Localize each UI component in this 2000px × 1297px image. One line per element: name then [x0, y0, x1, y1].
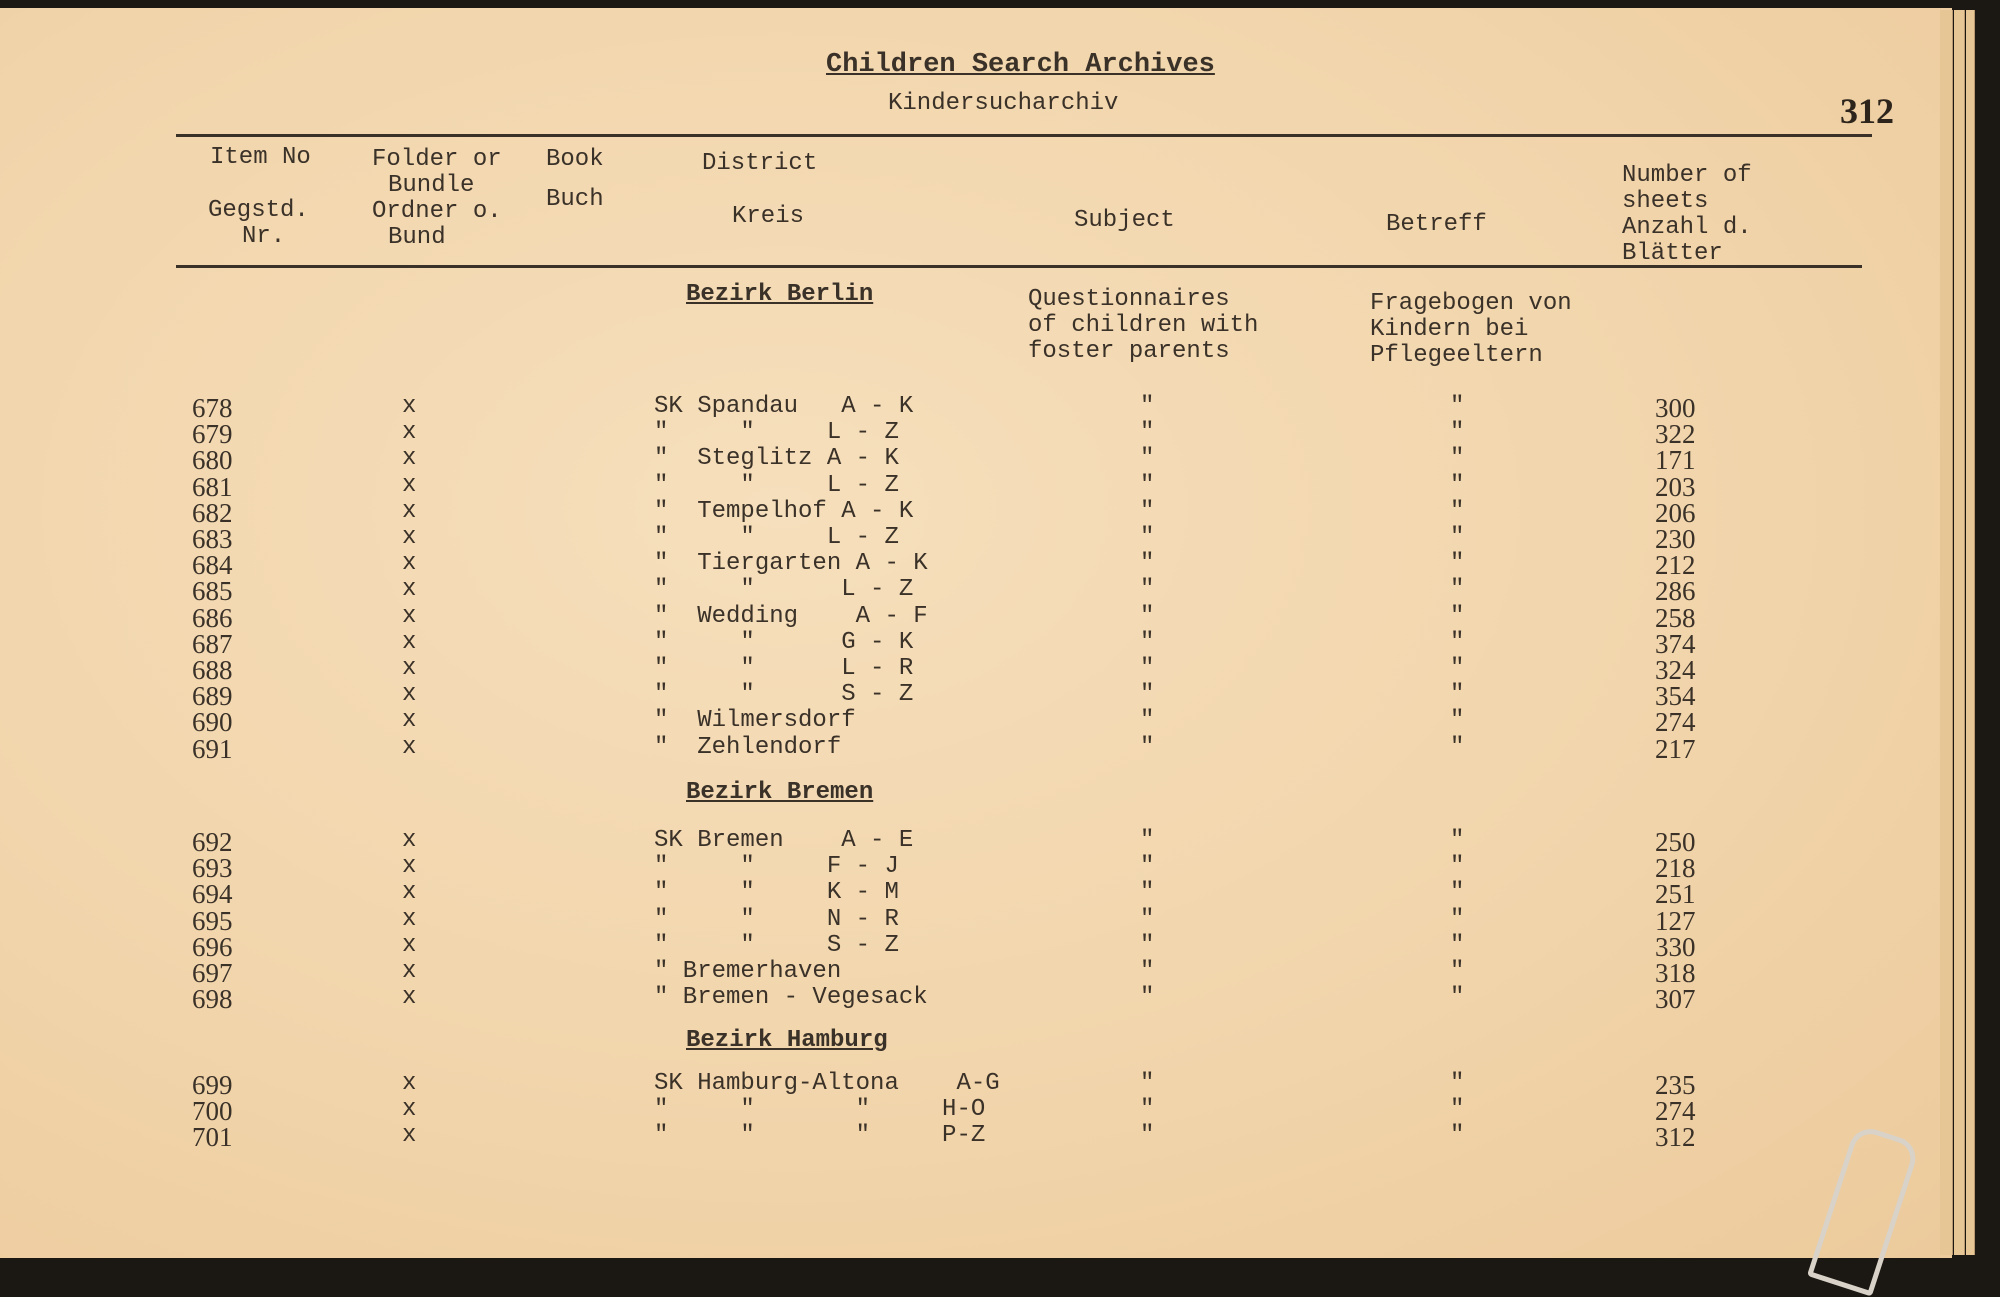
folder-mark: x	[402, 497, 417, 525]
betreff-ditto: "	[1450, 984, 1465, 1012]
table-row	[0, 602, 1900, 633]
item-number: 688	[192, 655, 233, 685]
betreff-ditto: "	[1450, 497, 1465, 525]
district: " " " P-Z	[654, 1122, 986, 1150]
folder-mark: x	[402, 471, 417, 499]
folder-mark: x	[402, 1070, 417, 1097]
item-number: 685	[192, 576, 233, 607]
folder-mark: x	[402, 419, 417, 447]
betreff-note-2: Kindern bei	[1370, 316, 1529, 343]
sheet-count: 217	[1655, 733, 1696, 764]
district: " Tiergarten A - K	[654, 550, 928, 578]
table-row	[0, 628, 1900, 659]
table-row	[0, 497, 1900, 528]
betreff-ditto: "	[1450, 905, 1465, 933]
item-number: 680	[192, 445, 233, 476]
col-district-en: District	[702, 150, 818, 177]
sheet-count: 218	[1655, 853, 1696, 884]
district: " " N - R	[654, 905, 899, 933]
sheet-count: 127	[1655, 905, 1696, 936]
folder-mark: x	[402, 905, 417, 933]
sheet-count: 250	[1655, 827, 1696, 857]
district: SK Hamburg-Altona A-G	[654, 1070, 1000, 1097]
subject-ditto: "	[1140, 984, 1155, 1012]
col-count-1: Number of	[1622, 162, 1752, 189]
betreff-ditto: "	[1450, 1122, 1465, 1150]
sheet-count: 286	[1655, 576, 1696, 607]
folder-mark: x	[402, 445, 417, 473]
col-item-en: Item No	[210, 144, 311, 171]
subject-ditto: "	[1140, 931, 1155, 959]
table-row	[0, 471, 1900, 502]
table-row	[0, 419, 1900, 450]
col-subject: Subject	[1074, 207, 1175, 234]
district: " " L - Z	[654, 524, 899, 551]
sheet-count: 203	[1655, 471, 1696, 502]
header-bottom-rule	[176, 265, 1862, 268]
betreff-ditto: "	[1450, 419, 1465, 447]
subject-ditto: "	[1140, 445, 1155, 473]
table-row	[0, 1122, 1900, 1153]
betreff-ditto: "	[1450, 524, 1465, 551]
table-row	[0, 576, 1900, 607]
subject-ditto: "	[1140, 1096, 1155, 1124]
betreff-note-1: Fragebogen von	[1370, 290, 1572, 317]
item-number: 696	[192, 931, 233, 962]
sheet-count: 374	[1655, 628, 1696, 659]
folder-mark: x	[402, 550, 417, 578]
folder-mark: x	[402, 576, 417, 604]
district: " " S - Z	[654, 681, 914, 709]
item-number: 689	[192, 681, 233, 712]
item-number: 690	[192, 707, 233, 738]
folder-mark: x	[402, 984, 417, 1012]
subject-ditto: "	[1140, 576, 1155, 604]
folder-mark: x	[402, 853, 417, 881]
page-edges	[1940, 10, 1990, 1255]
item-number: 695	[192, 905, 233, 936]
betreff-note-3: Pflegeeltern	[1370, 342, 1543, 369]
col-book-en: Book	[546, 146, 604, 173]
table-row	[0, 827, 1900, 857]
betreff-ditto: "	[1450, 1070, 1465, 1097]
table-row	[0, 445, 1900, 476]
district: " " " H-O	[654, 1096, 986, 1124]
subject-ditto: "	[1140, 853, 1155, 881]
col-item-de: Gegstd.	[208, 197, 309, 224]
col-count-2: sheets	[1622, 188, 1709, 215]
sheet-count: 324	[1655, 655, 1696, 685]
folder-mark: x	[402, 602, 417, 630]
page-subtitle: Kindersucharchiv	[888, 90, 1119, 117]
folder-mark: x	[402, 628, 417, 656]
district: " " L - Z	[654, 576, 914, 604]
subject-note-3: foster parents	[1028, 338, 1230, 365]
item-number: 687	[192, 628, 233, 659]
betreff-ditto: "	[1450, 879, 1465, 907]
district: SK Spandau A - K	[654, 393, 914, 420]
folder-mark: x	[402, 879, 417, 907]
subject-ditto: "	[1140, 707, 1155, 735]
table-row	[0, 733, 1900, 764]
district: SK Bremen A - E	[654, 827, 914, 854]
table-row	[0, 1096, 1900, 1127]
district: " " S - Z	[654, 931, 899, 959]
district: " " L - Z	[654, 471, 899, 499]
col-item-de-2: Nr.	[242, 223, 286, 250]
item-number: 697	[192, 958, 233, 988]
col-count-3: Anzahl d.	[1622, 214, 1752, 241]
item-number: 698	[192, 984, 233, 1015]
betreff-ditto: "	[1450, 958, 1465, 985]
folder-mark: x	[402, 931, 417, 959]
folder-mark: x	[402, 393, 417, 420]
subject-ditto: "	[1140, 733, 1155, 761]
item-number: 699	[192, 1070, 233, 1100]
header-top-rule	[176, 134, 1872, 137]
subject-ditto: "	[1140, 602, 1155, 630]
section-heading-bremen: Bezirk Bremen	[686, 779, 874, 806]
betreff-ditto: "	[1450, 681, 1465, 709]
table-row	[0, 984, 1900, 1015]
district: " Tempelhof A - K	[654, 497, 914, 525]
district: " Bremerhaven	[654, 958, 842, 985]
sheet-count: 307	[1655, 984, 1696, 1015]
district: " Steglitz A - K	[654, 445, 899, 473]
betreff-ditto: "	[1450, 445, 1465, 473]
folder-mark: x	[402, 827, 417, 854]
district: " Wilmersdorf	[654, 707, 856, 735]
item-number: 691	[192, 733, 233, 764]
betreff-ditto: "	[1450, 931, 1465, 959]
item-number: 700	[192, 1096, 233, 1127]
item-number: 678	[192, 393, 233, 423]
table-row	[0, 853, 1900, 884]
betreff-ditto: "	[1450, 550, 1465, 578]
subject-ditto: "	[1140, 419, 1155, 447]
subject-ditto: "	[1140, 905, 1155, 933]
district: " " G - K	[654, 628, 914, 656]
folder-mark: x	[402, 1122, 417, 1150]
table-row	[0, 1070, 1900, 1100]
table-row	[0, 931, 1900, 962]
subject-ditto: "	[1140, 524, 1155, 551]
item-number: 693	[192, 853, 233, 884]
district: " Zehlendorf	[654, 733, 842, 761]
subject-note-1: Questionnaires	[1028, 286, 1230, 313]
section-heading-berlin: Bezirk Berlin	[686, 281, 874, 308]
sheet-count: 171	[1655, 445, 1696, 476]
betreff-ditto: "	[1450, 471, 1465, 499]
page-title: Children Search Archives	[826, 50, 1215, 80]
sheet-count: 230	[1655, 524, 1696, 554]
betreff-ditto: "	[1450, 707, 1465, 735]
section-heading-hamburg: Bezirk Hamburg	[686, 1027, 888, 1054]
folder-mark: x	[402, 958, 417, 985]
col-count-4: Blätter	[1622, 240, 1723, 267]
sheet-count: 212	[1655, 550, 1696, 581]
district: " " F - J	[654, 853, 899, 881]
sheet-count: 206	[1655, 497, 1696, 528]
subject-ditto: "	[1140, 471, 1155, 499]
folder-mark: x	[402, 733, 417, 761]
folder-mark: x	[402, 681, 417, 709]
table-row	[0, 393, 1900, 423]
sheet-count: 235	[1655, 1070, 1696, 1100]
subject-ditto: "	[1140, 681, 1155, 709]
folder-mark: x	[402, 524, 417, 551]
table-row	[0, 550, 1900, 581]
sheet-count: 274	[1655, 1096, 1696, 1127]
page-number: 312	[1840, 91, 1894, 131]
sheet-count: 274	[1655, 707, 1696, 738]
district: " " L - Z	[654, 419, 899, 447]
betreff-ditto: "	[1450, 853, 1465, 881]
table-row	[0, 905, 1900, 936]
col-folder-en: Folder or	[372, 146, 502, 173]
col-folder-de-2: Bund	[388, 224, 446, 251]
item-number: 679	[192, 419, 233, 450]
sheet-count: 251	[1655, 879, 1696, 910]
sheet-count: 322	[1655, 419, 1696, 450]
district: " Wedding A - F	[654, 602, 928, 630]
folder-mark: x	[402, 1096, 417, 1124]
betreff-ditto: "	[1450, 827, 1465, 854]
table-row	[0, 524, 1900, 554]
folder-mark: x	[402, 655, 417, 682]
item-number: 694	[192, 879, 233, 910]
subject-ditto: "	[1140, 1122, 1155, 1150]
col-folder-de: Ordner o.	[372, 198, 502, 225]
sheet-count: 318	[1655, 958, 1696, 988]
col-district-de: Kreis	[732, 203, 805, 230]
item-number: 681	[192, 471, 233, 502]
betreff-ditto: "	[1450, 602, 1465, 630]
table-row	[0, 707, 1900, 738]
district: " Bremen - Vegesack	[654, 984, 928, 1012]
district: " " L - R	[654, 655, 914, 682]
betreff-ditto: "	[1450, 733, 1465, 761]
betreff-ditto: "	[1450, 576, 1465, 604]
sheet-count: 300	[1655, 393, 1696, 423]
sheet-count: 330	[1655, 931, 1696, 962]
betreff-ditto: "	[1450, 628, 1465, 656]
subject-ditto: "	[1140, 550, 1155, 578]
col-book-de: Buch	[546, 186, 604, 213]
subject-ditto: "	[1140, 879, 1155, 907]
item-number: 686	[192, 602, 233, 633]
betreff-ditto: "	[1450, 393, 1465, 420]
col-folder-en-2: Bundle	[388, 172, 475, 199]
item-number: 682	[192, 497, 233, 528]
table-row	[0, 681, 1900, 712]
betreff-ditto: "	[1450, 655, 1465, 682]
item-number: 701	[192, 1122, 233, 1153]
district: " " K - M	[654, 879, 899, 907]
subject-ditto: "	[1140, 393, 1155, 420]
item-number: 683	[192, 524, 233, 554]
subject-note-2: of children with	[1028, 312, 1259, 339]
betreff-ditto: "	[1450, 1096, 1465, 1124]
subject-ditto: "	[1140, 958, 1155, 985]
subject-ditto: "	[1140, 655, 1155, 682]
sheet-count: 354	[1655, 681, 1696, 712]
subject-ditto: "	[1140, 1070, 1155, 1097]
sheet-count: 312	[1655, 1122, 1696, 1153]
table-row	[0, 958, 1900, 988]
col-betreff: Betreff	[1386, 211, 1487, 238]
subject-ditto: "	[1140, 628, 1155, 656]
table-row	[0, 655, 1900, 685]
subject-ditto: "	[1140, 827, 1155, 854]
sheet-count: 258	[1655, 602, 1696, 633]
item-number: 692	[192, 827, 233, 857]
table-row	[0, 879, 1900, 910]
folder-mark: x	[402, 707, 417, 735]
item-number: 684	[192, 550, 233, 581]
subject-ditto: "	[1140, 497, 1155, 525]
